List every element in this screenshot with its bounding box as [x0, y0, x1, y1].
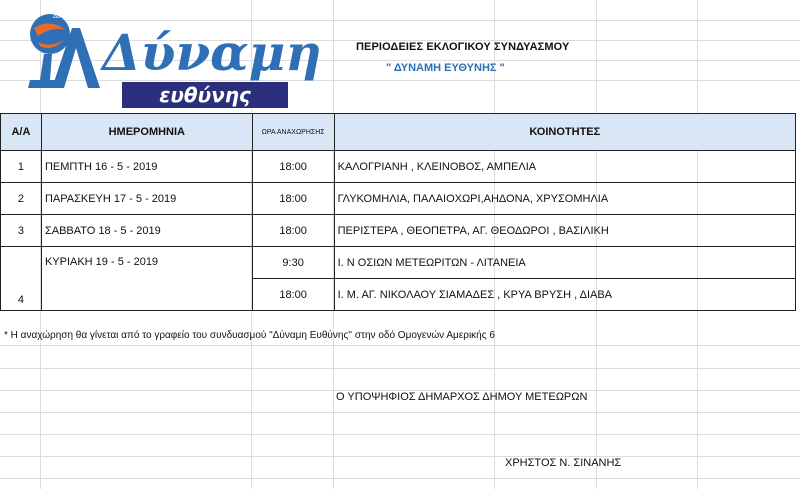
logo-badge: Δύναμη Ευθύνης — [53, 13, 103, 20]
table-row — [1, 247, 796, 279]
row-time: 18:00 — [252, 183, 334, 215]
row-communities: ΠΕΡΙΣΤΕΡΑ , ΘΕΟΠΕΤΡΑ, ΑΓ. ΘΕΟΔΩΡΟΙ , ΒΑΣΙΛΙΚΗ — [334, 215, 795, 247]
departure-note: * Η αναχώρηση θα γίνεται από το γραφείο του συνδυασμού "Δύναμη Ευθύνης'' στην οδό Ομογενών Αμερικής 6 — [4, 330, 495, 341]
row-num: 1 — [1, 151, 42, 183]
row-communities: ΚΑΛΟΓΡΙΑΝΗ , ΚΛΕΙΝΟΒΟΣ, ΑΜΠΕΛΙΑ — [334, 151, 795, 183]
col-header-communities: ΚΟΙΝΟΤΗΤΕΣ — [334, 114, 795, 151]
row-communities: Ι. Μ. ΑΓ. ΝΙΚΟΛΑΟΥ ΣΙΑΜΑΔΕΣ , ΚΡΥΑ ΒΡΥΣΗ , ΔΙΑΒΑ — [334, 279, 795, 311]
row-num: 2 — [1, 183, 42, 215]
row-time: 18:00 — [252, 279, 334, 311]
page-title: ΠΕΡΙΟΔΕΙΕΣ ΕΚΛΟΓΙΚΟΥ ΣΥΝΔΥΑΣΜΟΥ — [356, 41, 570, 53]
col-header-date: ΗΜΕΡΟΜΗΝΙΑ — [41, 114, 252, 151]
schedule-table — [0, 113, 796, 311]
page-subtitle: " ΔΥΝΑΜΗ ΕΥΘΥΝΗΣ " — [386, 62, 505, 74]
row-num: 4 — [1, 247, 42, 311]
row-date: ΠΑΡΑΣΚΕΥΗ 17 - 5 - 2019 — [41, 183, 252, 215]
row-time: 18:00 — [252, 215, 334, 247]
logo — [20, 8, 322, 108]
col-header-num: Α/Α — [1, 114, 42, 151]
globe-icon — [30, 14, 70, 54]
col-header-time: ΩΡΑ ΑΝΑΧΩΡΗΣΗΣ — [252, 114, 334, 151]
row-date: ΣΑΒΒΑΤΟ 18 - 5 - 2019 — [41, 215, 252, 247]
row-time: 18:00 — [252, 151, 334, 183]
row-communities: Ι. Ν ΟΣΙΩΝ ΜΕΤΕΩΡΙΤΩΝ - ΛΙΤΑΝΕΙΑ — [334, 247, 795, 279]
logo-subtitle: ευθύνης — [122, 82, 288, 108]
row-num: 3 — [1, 215, 42, 247]
row-date: ΠΕΜΠΤΗ 16 - 5 - 2019 — [41, 151, 252, 183]
row-communities: ΓΛΥΚΟΜΗΛΙΑ, ΠΑΛΑΙΟΧΩΡΙ,ΑΗΔΟΝΑ, ΧΡΥΣΟΜΗΛΙΑ — [334, 183, 795, 215]
logo-word: Δύναμη — [102, 23, 322, 82]
row-date: ΚΥΡΙΑΚΗ 19 - 5 - 2019 — [41, 247, 252, 311]
table-row — [1, 183, 796, 215]
signature-name: ΧΡΗΣΤΟΣ Ν. ΣΙΝΑΝΗΣ — [505, 457, 622, 469]
table-row — [1, 215, 796, 247]
signature-role: Ο ΥΠΟΨΗΦΙΟΣ ΔΗΜΑΡΧΟΣ ΔΗΜΟΥ ΜΕΤΕΩΡΩΝ — [336, 391, 588, 403]
figure-icon — [28, 54, 56, 88]
row-time: 9:30 — [252, 247, 334, 279]
table-row — [1, 151, 796, 183]
table-header-row — [1, 114, 796, 151]
